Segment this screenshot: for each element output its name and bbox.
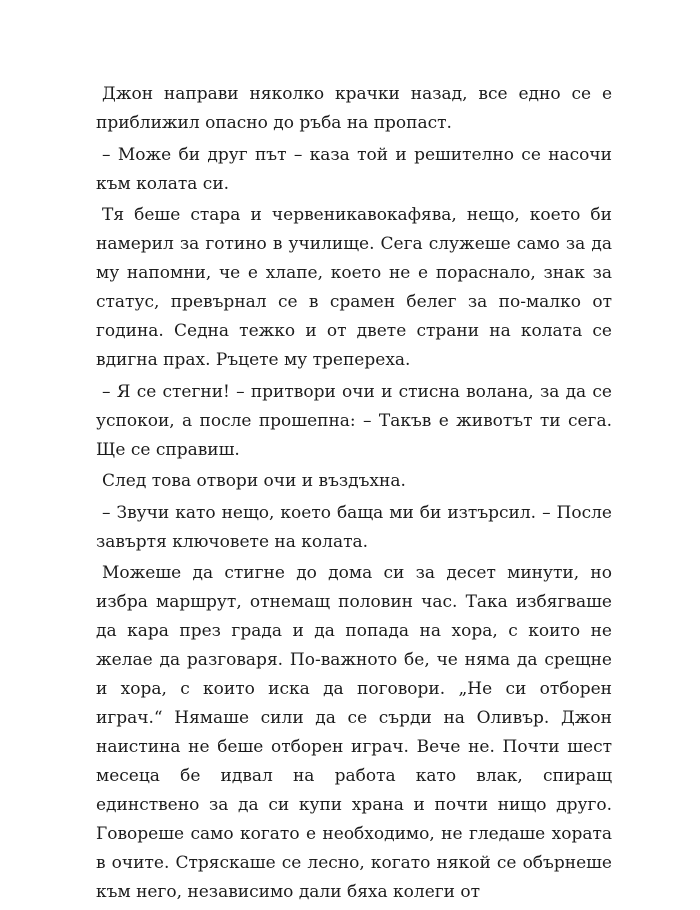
paragraph-4: – Я се стегни! – притвори очи и стисна волана, за да се успокои, а после прошепна: – Такъв е животът ти сега. Ще се справиш.: [96, 381, 612, 460]
paragraph-6: – Звучи като нещо, което баща ми би изтърсил. – После завъртя ключовете на колата.: [96, 502, 612, 552]
book-page: [96, 80, 612, 910]
paragraph-5: След това отвори очи и въздъхна.: [102, 471, 406, 491]
paragraph-7: Можеше да стигне до дома си за десет минути, но избра маршрут, отнемащ половин час. Така избягваше да кара през града и да попада на хора, с които не желае да разговаря. По-важното бе, че няма да срещне и хора, с които иска да поговори. „Не си отборен играч.“ Нямаше сили да се сърди на Оливър. Джон наистина не беше отборен играч. Вече не. Почти шест месеца бе идвал на работа като влак, спиращ единствено за да си купи храна и почти нищо друго. Говореше само когато е необходимо, не гледаше хората в очите. Стряскаше се лесно, когато някой се обърнеше към него, независимо дали бяха колеги от: [96, 563, 612, 902]
paragraph-3: Тя беше стара и червеникавокафява, нещо, което би намерил за готино в училище. Сега служеше само за да му напомни, че е хлапе, което не е пораснало, знак за статус, превърнал се в срамен белег за по-малко от година. Седна тежко и от двете страни на колата се вдигна прах. Ръцете му трепереха.: [96, 205, 612, 370]
paragraph-1: Джон направи няколко крачки назад, все едно се е приближил опасно до ръба на пропаст.: [96, 84, 612, 133]
paragraph-2: – Може би друг път – каза той и решително се насочи към колата си.: [96, 144, 612, 194]
